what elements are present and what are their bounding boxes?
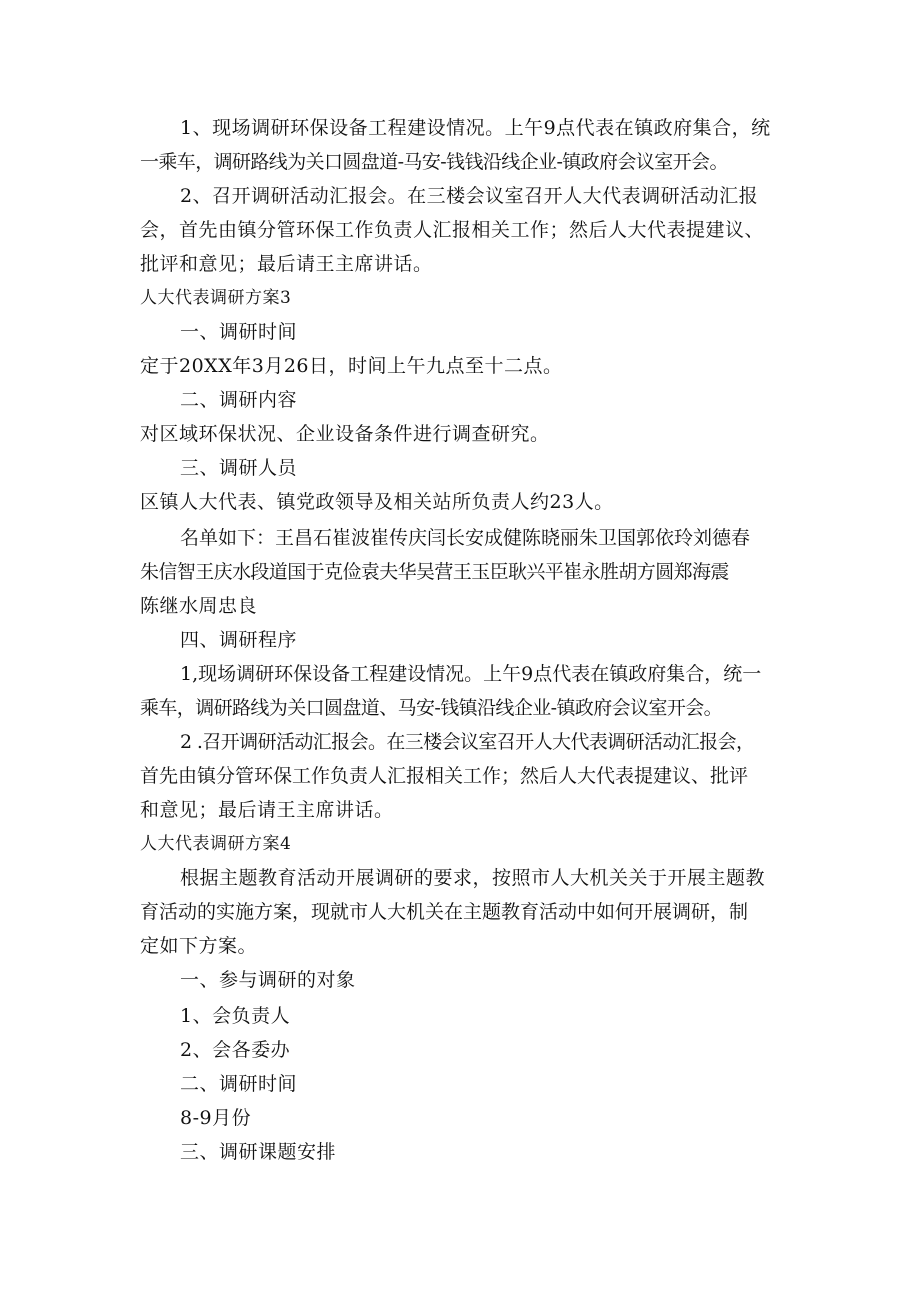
paragraph-line: 1、现场调研环保设备工程建设情况。上午9点代表在镇政府集合，统 <box>180 117 771 139</box>
paragraph-line: 根据主题教育活动开展调研的要求，按照市人大机关关于开展主题教 <box>180 867 766 889</box>
subheading: 三、调研人员 <box>180 457 298 479</box>
paragraph-line: 2、召开调研活动汇报会。在三楼会议室召开人大代表调研活动汇报 <box>180 185 759 207</box>
list-item: 1、会负责人 <box>180 1005 291 1027</box>
subheading: 一、调研时间 <box>180 321 298 343</box>
subheading: 四、调研程序 <box>180 629 298 651</box>
paragraph-line: 2 .召开调研活动汇报会。在三楼会议室召开人大代表调研活动汇报会， <box>180 731 755 753</box>
paragraph-line: 区镇人大代表、镇党政领导及相关站所负责人约23人。 <box>140 491 614 513</box>
paragraph-line: 定如下方案。 <box>140 935 258 957</box>
paragraph-line: 批评和意见；最后请王主席讲话。 <box>140 253 433 275</box>
paragraph-line: 对区域环保状况、企业设备条件进行调查研究。 <box>140 423 550 445</box>
paragraph-line: 8-9月份 <box>180 1107 252 1129</box>
paragraph-line: 会，首先由镇分管环保工作负责人汇报相关工作；然后人大代表提建议、 <box>140 219 765 241</box>
section-title: 人大代表调研方案3 <box>140 288 292 308</box>
subheading: 二、调研时间 <box>180 1073 298 1095</box>
section-title: 人大代表调研方案4 <box>140 834 292 854</box>
paragraph-line: 一乘车，调研路线为关口圆盘道-马安-钱钱沿线企业-镇政府会议室开会。 <box>140 151 728 173</box>
paragraph-line: 首先由镇分管环保工作负责人汇报相关工作；然后人大代表提建议、批评 <box>140 765 749 787</box>
list-item: 2、会各委办 <box>180 1039 291 1061</box>
subheading: 二、调研内容 <box>180 389 298 411</box>
name-list-line: 朱信智王庆水段道国于克俭袁夫华吴营王玉臣耿兴平崔永胜胡方圆郑海震 <box>140 561 729 583</box>
subheading: 一、参与调研的对象 <box>180 969 356 991</box>
paragraph-line: 定于20XX年3月26日，时间上午九点至十二点。 <box>140 355 563 377</box>
paragraph-line: 乘车，调研路线为关口圆盘道、马安-钱镇沿线企业-镇政府会议室开会。 <box>140 697 723 719</box>
subheading: 三、调研课题安排 <box>180 1141 337 1163</box>
paragraph-line: 和意见；最后请王主席讲话。 <box>140 799 394 821</box>
paragraph-line: 1,现场调研环保设备工程建设情况。上午9点代表在镇政府集合，统一 <box>180 663 762 685</box>
name-list-line: 陈继水周忠良 <box>140 595 258 617</box>
paragraph-line: 育活动的实施方案，现就市人大机关在主题教育活动中如何开展调研，制 <box>140 901 749 923</box>
name-list-line: 名单如下：王昌石崔波崔传庆闫长安成健陈晓丽朱卫国郭依玲刘德春 <box>180 527 751 549</box>
